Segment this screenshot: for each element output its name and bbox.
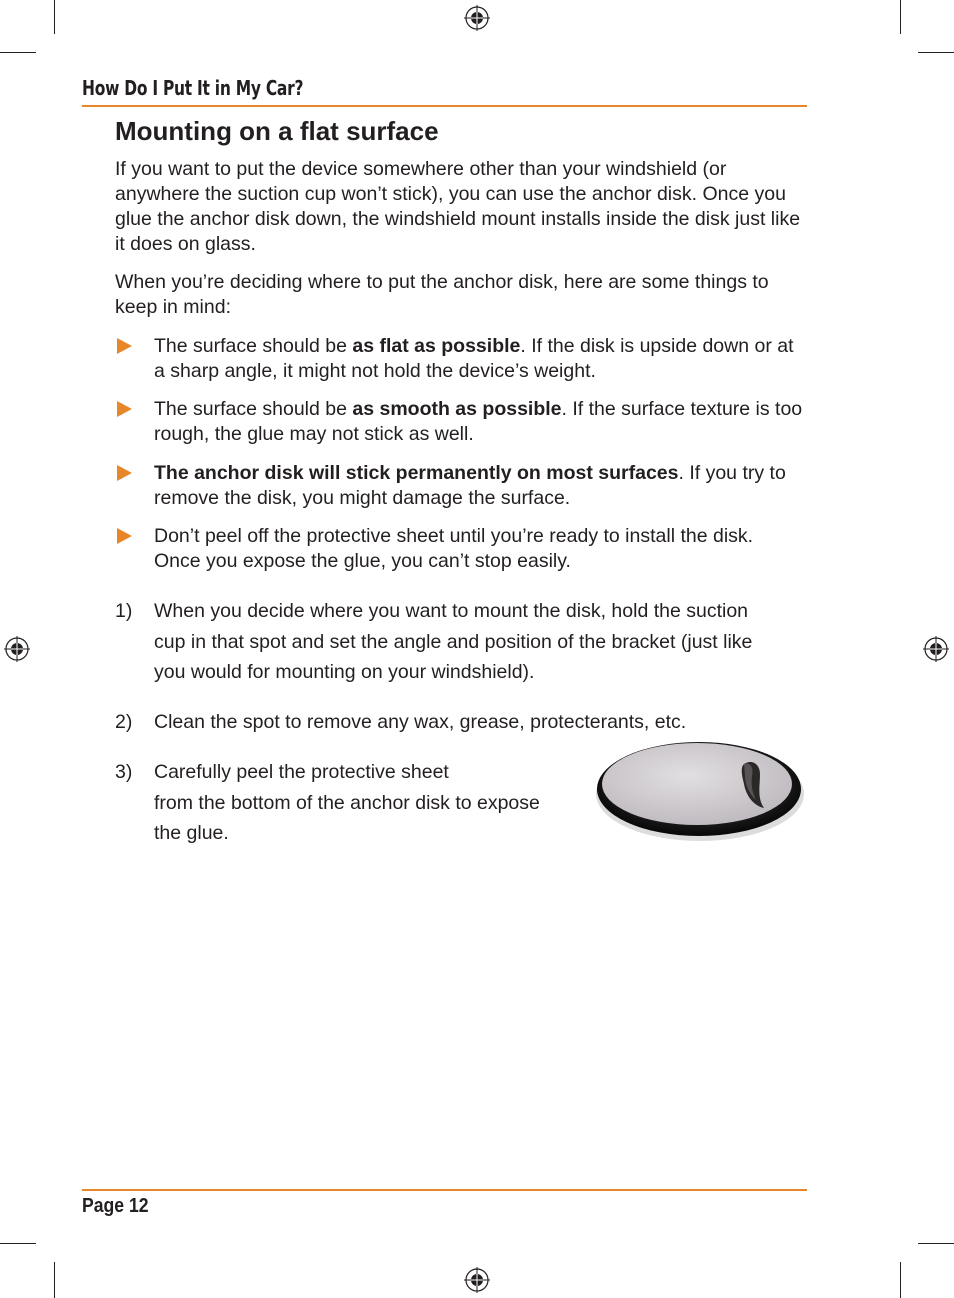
step-text: Clean the spot to remove any wax, grease, protecterants, etc. [154, 711, 687, 733]
bullet-text: Don’t peel off the protective sheet until you’re ready to install the disk. Once you expose the glue, you can’t stop easily. [154, 525, 754, 572]
arrow-bullet-icon [117, 465, 132, 481]
step-text: Carefully peel the protective sheet from the bottom of the anchor disk to expose the glue. [154, 761, 540, 844]
bullet-text: The surface should be as smooth as possible. If the surface texture is too rough, the glue may not stick as well. [154, 398, 803, 445]
registration-mark-icon [4, 636, 30, 662]
registration-mark-icon [464, 5, 490, 31]
crop-mark [54, 1262, 55, 1298]
footer-rule [82, 1189, 807, 1191]
crop-mark [0, 52, 36, 53]
running-title: How Do I Put It in My Car? [82, 76, 304, 100]
crop-mark [918, 1243, 954, 1244]
intro-paragraph-2: When you’re deciding where to put the anchor disk, here are some things to keep in mind: [115, 271, 769, 318]
registration-mark-icon [923, 636, 949, 662]
step-number: 1) [115, 600, 133, 622]
intro-paragraph-1: If you want to put the device somewhere other than your windshield (or anywhere the suction cup won’t stick), you can use the anchor disk. Once you glue the anchor disk down, the windshield mount installs inside the disk just like it does on glass. [115, 158, 801, 255]
registration-mark-icon [464, 1267, 490, 1293]
crop-mark [900, 1262, 901, 1298]
step-number: 2) [115, 711, 133, 733]
step-number: 3) [115, 761, 133, 783]
arrow-bullet-icon [117, 528, 132, 544]
bullet-text: The surface should be as flat as possible. If the disk is upside down or at a sharp angle, it might not hold the device’s weight. [154, 335, 794, 382]
crop-mark [0, 1243, 36, 1244]
section-title: Mounting on a flat surface [115, 116, 439, 146]
page-number: Page 12 [82, 1195, 149, 1217]
anchor-disk-icon [594, 734, 806, 844]
header-rule [82, 105, 807, 107]
step-text: When you decide where you want to mount the disk, hold the suction cup in that spot and set the angle and position of the bracket (just like you would for mounting on your windshield). [154, 600, 753, 683]
crop-mark [900, 0, 901, 34]
crop-mark [918, 52, 954, 53]
arrow-bullet-icon [117, 401, 132, 417]
crop-mark [54, 0, 55, 34]
bullet-text: The anchor disk will stick permanently on most surfaces. If you try to remove the disk, you might damage the surface. [154, 462, 786, 509]
arrow-bullet-icon [117, 338, 132, 354]
